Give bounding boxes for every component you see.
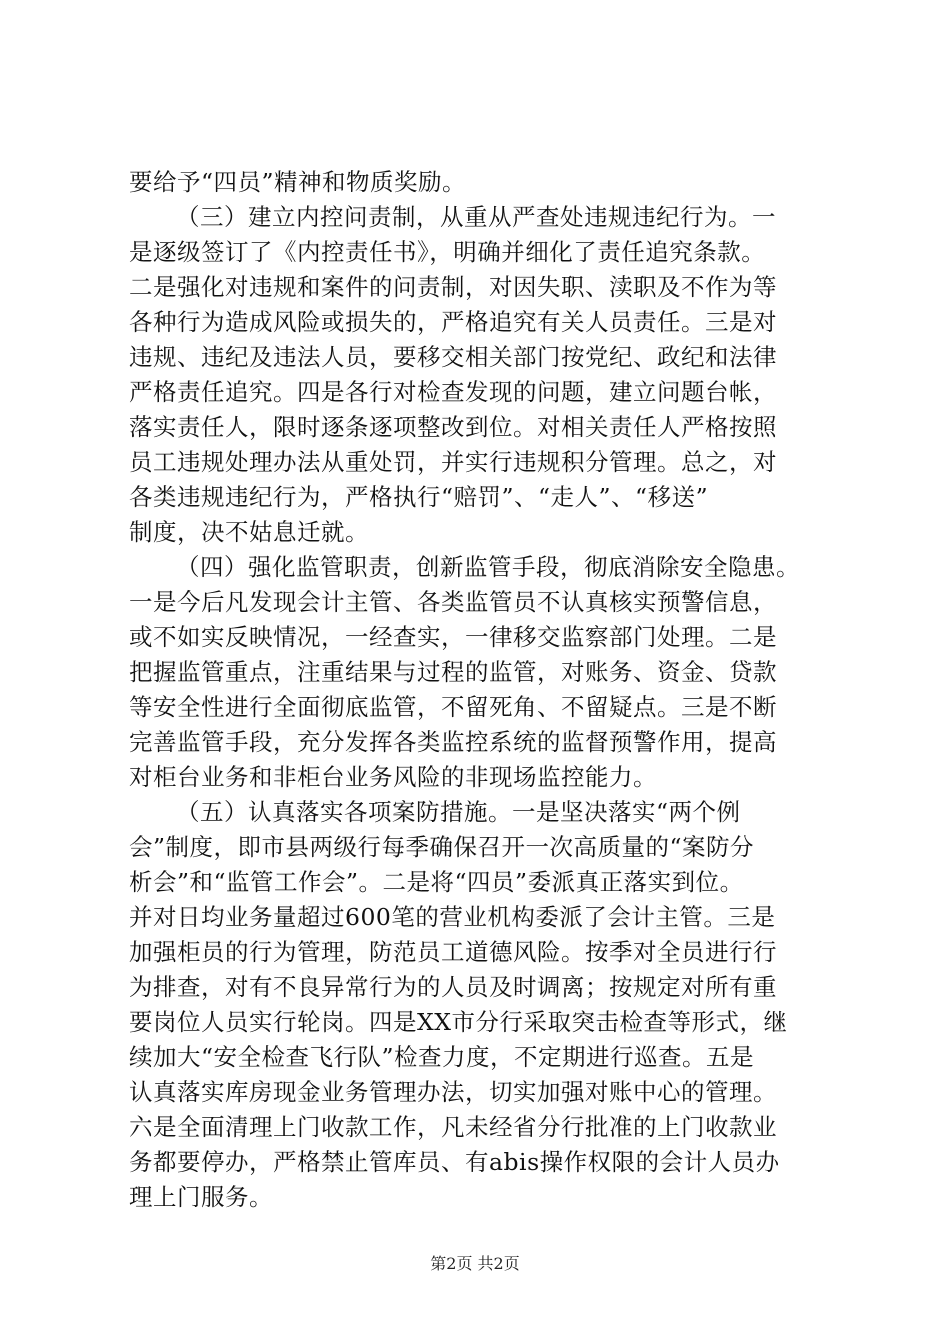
paragraph-start-line: （五）认真落实各项案防措施。一是坚决落实“两个例 [176,798,741,826]
text-line: 并对日均业务量超过600笔的营业机构委派了会计主管。三是 [129,903,776,931]
text-line: 加强柜员的行为管理，防范员工道德风险。按季对全员进行行 [129,938,777,966]
text-line: 员工违规处理办法从重处罚，并实行违规积分管理。总之，对 [129,448,777,476]
text-line: 完善监管手段，充分发挥各类监控系统的监督预警作用，提高 [129,728,777,756]
text-line: 析会”和“监管工作会”。二是将“四员”委派真正落实到位。 [129,868,744,896]
paragraph-start-line: （三）建立内控问责制，从重从严查处违规违纪行为。一 [176,203,776,231]
text-line: 要岗位人员实行轮岗。四是XX市分行采取突击检查等形式，继 [129,1008,788,1036]
text-line: 为排查，对有不良异常行为的人员及时调离；按规定对所有重 [129,973,777,1001]
text-line: 会”制度，即市县两级行每季确保召开一次高质量的“案防分 [129,833,755,861]
text-line: 各类违规违纪行为，严格执行“赔罚”、“走人”、“移送” [129,483,709,511]
text-line: 对柜台业务和非柜台业务风险的非现场监控能力。 [129,763,657,791]
text-line: 务都要停办，严格禁止管库员、有abis操作权限的会计人员办 [129,1148,780,1176]
text-line: 严格责任追究。四是各行对检查发现的问题，建立问题台帐， [129,378,777,406]
text-line: 一是今后凡发现会计主管、各类监管员不认真核实预警信息， [129,588,777,616]
page-number-footer: 第2页 共2页 [430,1254,520,1273]
text-line: 各种行为造成风险或损失的，严格追究有关人员责任。三是对 [129,308,777,336]
paragraph-start-line: （四）强化监管职责，创新监管手段，彻底消除安全隐患。 [176,553,800,581]
document-body [129,165,829,1215]
text-line: 理上门服务。 [129,1183,273,1211]
text-line: 落实责任人，限时逐条逐项整改到位。对相关责任人严格按照 [129,413,777,441]
text-line: 续加大“安全检查飞行队”检查力度，不定期进行巡查。五是 [129,1043,755,1071]
text-line: 制度，决不姑息迁就。 [129,518,369,546]
text-line: 把握监管重点，注重结果与过程的监管，对账务、资金、贷款 [129,658,777,686]
text-line: 违规、违纪及违法人员，要移交相关部门按党纪、政纪和法律 [129,343,777,371]
text-line: 要给予“四员”精神和物质奖励。 [129,168,467,196]
text-line: 等安全性进行全面彻底监管，不留死角、不留疑点。三是不断 [129,693,777,721]
text-line: 是逐级签订了《内控责任书》，明确并细化了责任追究条款。 [129,238,766,266]
text-line: 二是强化对违规和案件的问责制，对因失职、渎职及不作为等 [129,273,777,301]
text-line: 六是全面清理上门收款工作，凡未经省分行批准的上门收款业 [129,1113,777,1141]
text-line: 或不如实反映情况，一经查实，一律移交监察部门处理。二是 [129,623,777,651]
text-line: 认真落实库房现金业务管理办法，切实加强对账中心的管理。 [129,1078,777,1106]
